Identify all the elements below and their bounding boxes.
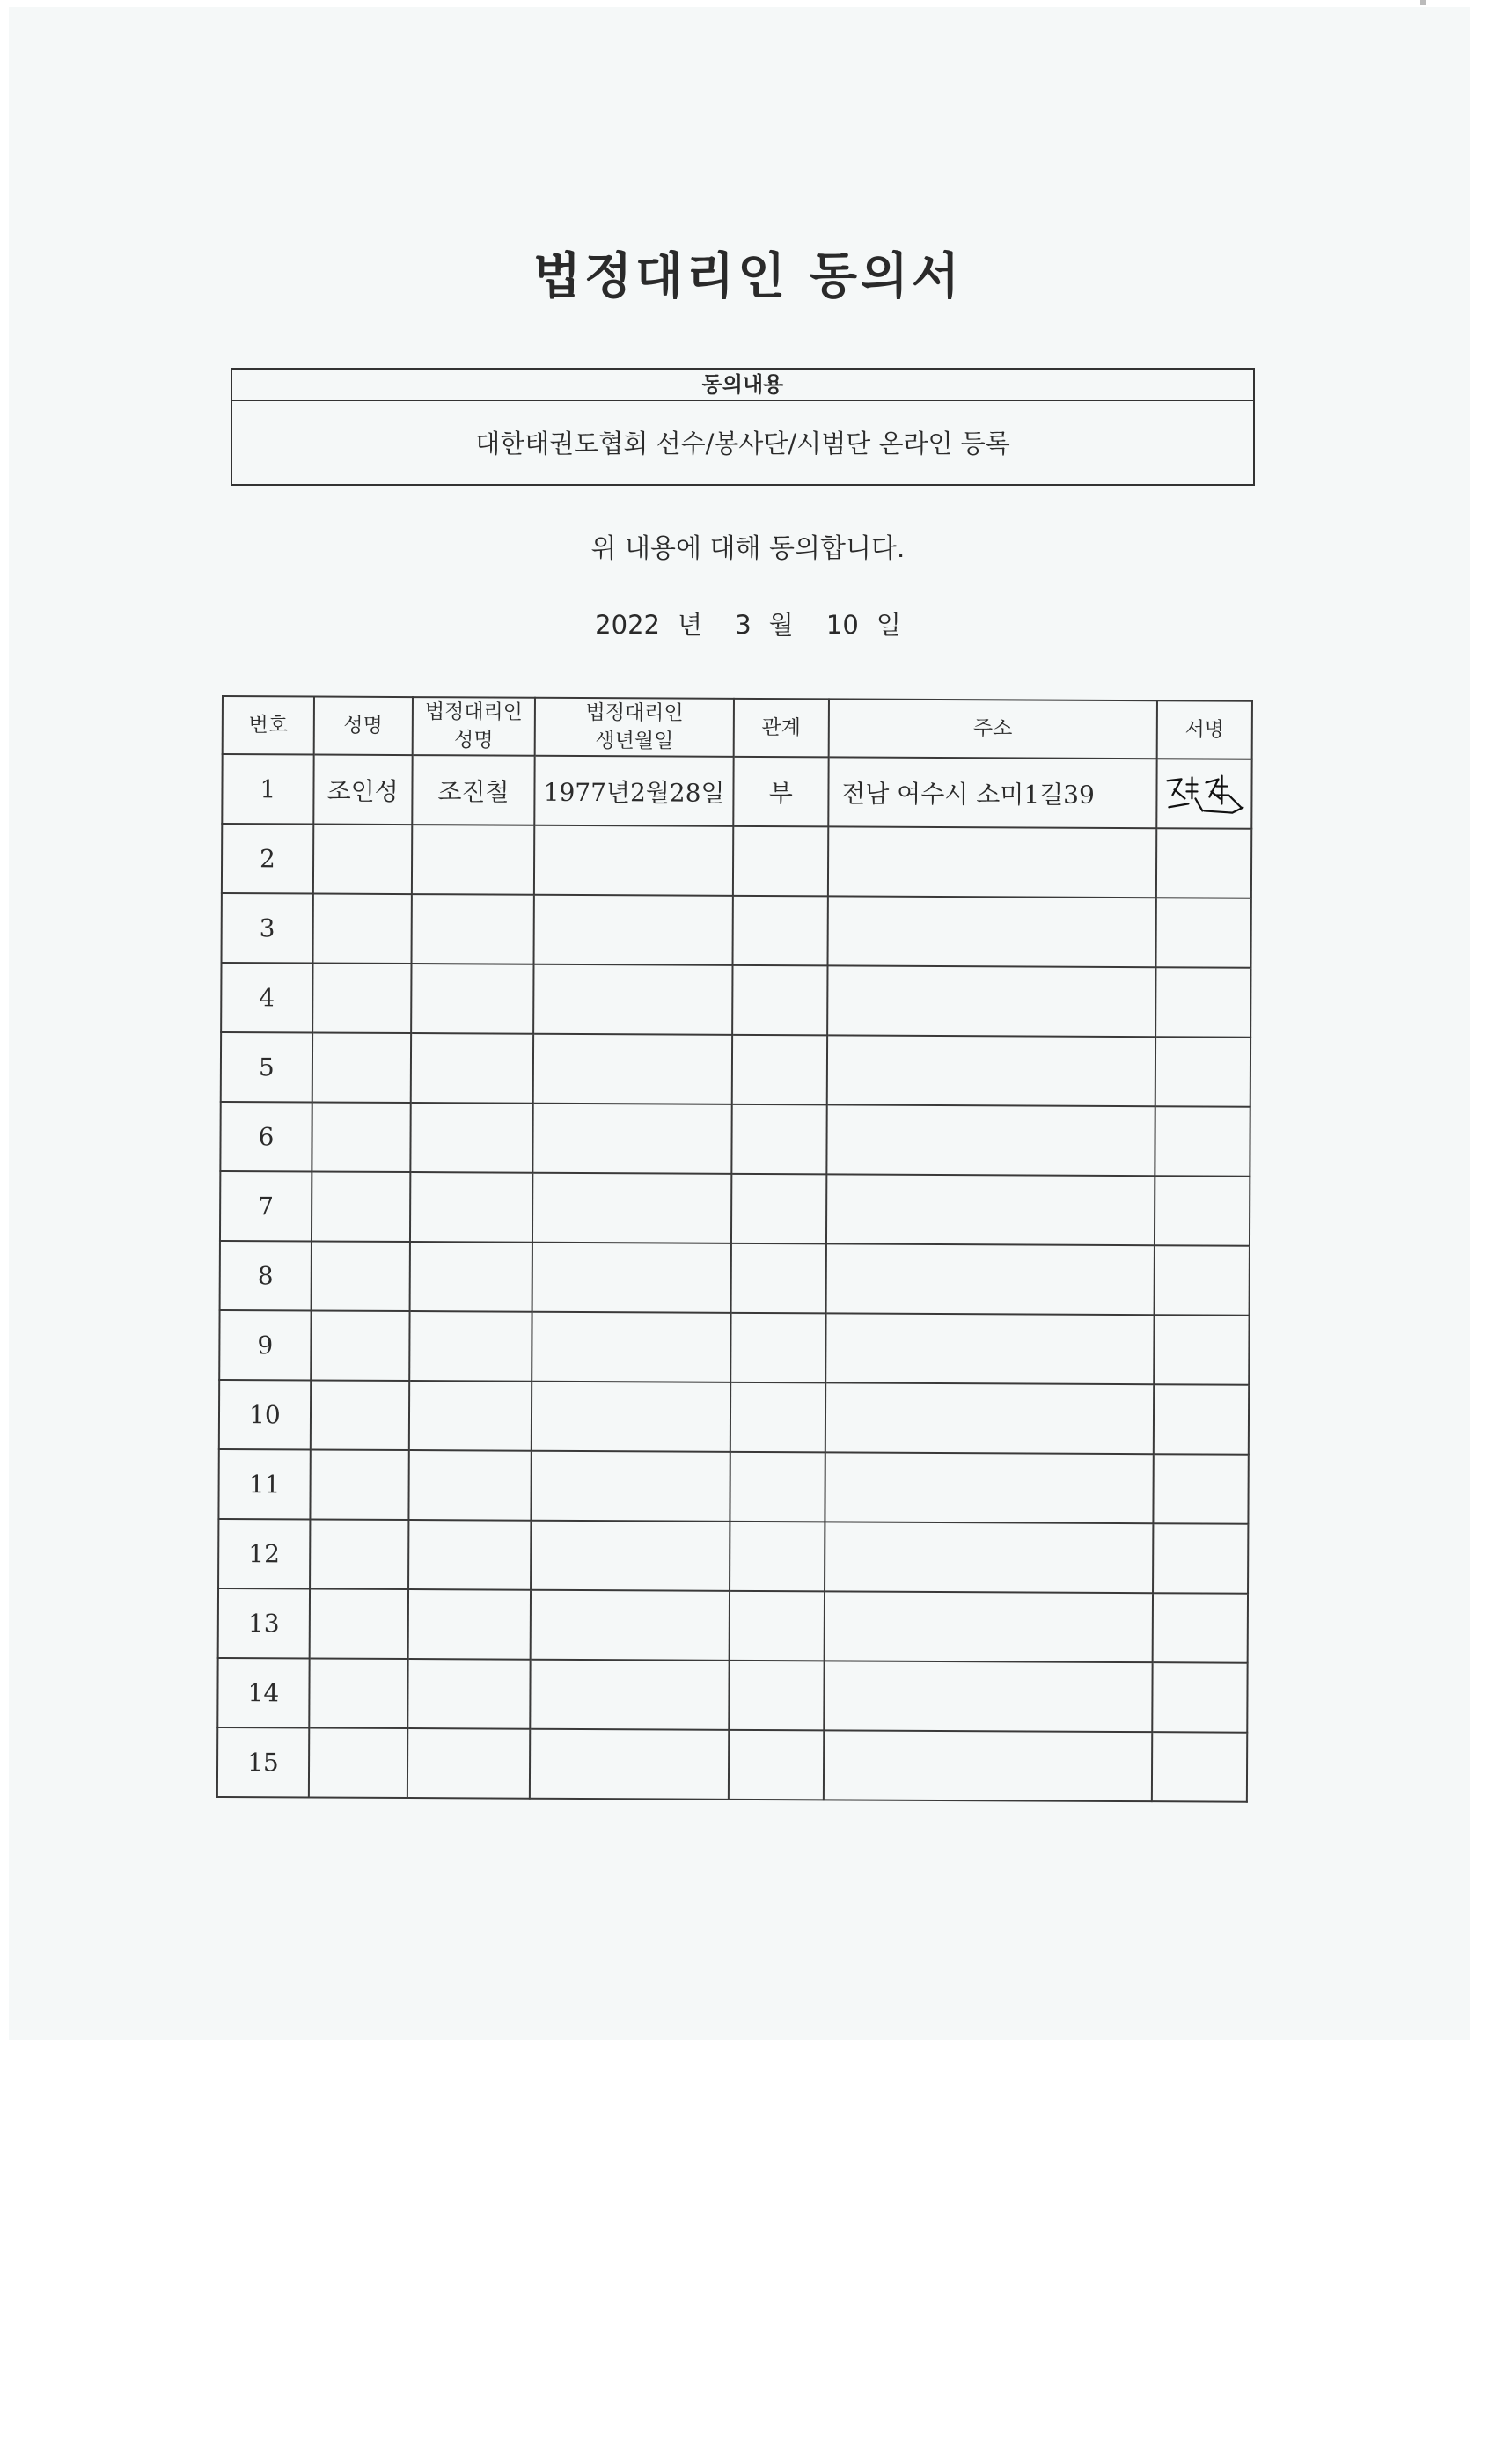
table-row (220, 1102, 1250, 1177)
cell-address (828, 826, 1157, 898)
cell-guardian-name (408, 1381, 532, 1451)
table-row (218, 1449, 1248, 1524)
table-header-row (223, 696, 1252, 759)
cell-name (310, 1450, 408, 1521)
cell-relation (732, 1035, 827, 1105)
date-day-label: 일 (876, 610, 901, 640)
cell-guardian-name: 조진철 (412, 755, 535, 825)
cell-relation (729, 1730, 824, 1800)
consent-table (216, 695, 1253, 1803)
header-no: 번호 (223, 696, 314, 755)
cell-signature (1155, 898, 1250, 968)
cell-signature (1153, 1593, 1248, 1663)
table-row (221, 1032, 1250, 1107)
cell-name (309, 1589, 407, 1660)
cell-guardian-birth (532, 1243, 731, 1313)
cell-signature (1155, 1176, 1250, 1246)
cell-name (313, 825, 412, 895)
date-line (0, 605, 1496, 642)
cell-relation (729, 1661, 824, 1731)
document-title: 법정대리인 동의서 (532, 248, 964, 305)
header-relation: 관계 (734, 699, 829, 758)
cell-no: 14 (217, 1658, 309, 1728)
cell-relation (730, 1382, 825, 1453)
cell-relation (730, 1313, 825, 1383)
cell-relation (730, 1452, 825, 1522)
cell-address (824, 1730, 1153, 1801)
cell-relation (730, 1591, 825, 1661)
table-row (221, 963, 1250, 1038)
cell-guardian-birth (530, 1729, 729, 1800)
cell-signature (1155, 1037, 1250, 1107)
cell-guardian-birth (532, 1382, 730, 1452)
cell-address (827, 965, 1156, 1037)
cell-signature (1155, 1106, 1250, 1177)
header-guardian-name-line1: 법정대리인 (424, 700, 524, 724)
cell-no: 11 (218, 1449, 310, 1520)
cell-name (309, 1727, 407, 1798)
cell-no: 7 (220, 1171, 312, 1242)
cell-signature (1152, 1662, 1247, 1733)
cell-name (311, 1381, 409, 1451)
cell-relation (732, 896, 827, 966)
table-row (219, 1310, 1249, 1385)
cell-name (311, 1242, 409, 1312)
cell-no: 9 (219, 1310, 311, 1381)
cell-guardian-name (412, 825, 535, 895)
cell-relation (733, 826, 828, 897)
header-name: 성명 (313, 697, 412, 756)
table-row (220, 1171, 1250, 1246)
cell-relation (732, 965, 827, 1036)
date-month-label: 월 (768, 610, 794, 640)
cell-signature (1152, 1732, 1247, 1802)
cell-no: 4 (221, 963, 312, 1033)
consent-body: 대한태권도협회 선수/봉사단/시범단 온라인 등록 (475, 429, 1010, 458)
consent-header: 동의내용 (232, 370, 1253, 401)
cell-no: 8 (220, 1241, 312, 1311)
cell-address: 전남 여수시 소미1길39 (828, 757, 1157, 828)
cell-guardian-name (410, 1033, 533, 1104)
table-row (222, 754, 1251, 829)
cell-guardian-name (409, 1242, 532, 1312)
cell-signature (1153, 1454, 1248, 1524)
cell-relation (730, 1522, 825, 1592)
cell-guardian-birth (532, 1451, 730, 1522)
cell-no: 1 (222, 754, 313, 825)
cell-guardian-name (407, 1728, 531, 1799)
consent-box (231, 368, 1255, 486)
cell-address (826, 1174, 1155, 1245)
handwritten-signature (1162, 768, 1246, 819)
header-guardian-birth (535, 698, 734, 757)
table-row (222, 893, 1251, 968)
table-row (218, 1588, 1248, 1663)
cell-address (825, 1522, 1154, 1593)
cell-name (312, 1103, 410, 1173)
cell-signature (1154, 1315, 1249, 1385)
cell-no: 3 (222, 893, 313, 964)
cell-signature (1156, 828, 1251, 898)
cell-name (312, 894, 411, 964)
cell-address (826, 1035, 1155, 1106)
cell-guardian-name (410, 1172, 533, 1243)
cell-relation (731, 1174, 826, 1244)
scan-artifact (1420, 0, 1426, 5)
date-day: 10 (825, 610, 859, 640)
cell-guardian-birth (532, 1312, 731, 1382)
cell-guardian-birth: 1977년2월28일 (535, 756, 734, 826)
cell-no: 5 (221, 1032, 312, 1103)
cell-no: 15 (217, 1727, 309, 1798)
cell-no: 13 (218, 1588, 310, 1659)
cell-relation (731, 1104, 826, 1175)
header-address: 주소 (828, 699, 1157, 759)
cell-relation (731, 1243, 826, 1314)
cell-guardian-name (411, 894, 534, 964)
header-signature: 서명 (1157, 700, 1252, 759)
cell-name (312, 964, 411, 1034)
cell-signature (1155, 967, 1250, 1038)
cell-address (825, 1313, 1155, 1384)
header-guardian-birth-line2: 생년월일 (595, 730, 674, 753)
cell-address (824, 1591, 1153, 1662)
cell-guardian-birth (531, 1521, 730, 1591)
date-month: 3 (735, 610, 752, 640)
header-guardian-name (412, 697, 535, 756)
table-row (217, 1727, 1247, 1802)
cell-guardian-name (409, 1311, 532, 1382)
cell-signature (1155, 1245, 1250, 1316)
table-row (217, 1658, 1247, 1733)
cell-address (825, 1243, 1155, 1315)
table-row (220, 1241, 1250, 1316)
cell-guardian-name (407, 1659, 531, 1729)
cell-address (825, 1452, 1154, 1523)
cell-name (312, 1033, 411, 1104)
cell-guardian-name (411, 964, 534, 1034)
cell-guardian-birth (533, 1034, 732, 1104)
date-year-label: 년 (677, 610, 702, 640)
cell-guardian-name (410, 1103, 533, 1173)
cell-name: 조인성 (313, 755, 412, 825)
table-row (218, 1519, 1248, 1594)
cell-guardian-name (407, 1589, 531, 1660)
cell-guardian-birth (533, 1104, 732, 1174)
cell-guardian-birth (531, 1590, 730, 1661)
cell-signature (1154, 1384, 1249, 1455)
header-guardian-name-line2: 성명 (453, 729, 494, 752)
cell-guardian-birth (534, 825, 733, 896)
cell-no: 12 (218, 1519, 310, 1589)
date-year: 2022 (595, 610, 660, 640)
cell-name (310, 1520, 408, 1590)
cell-guardian-birth (532, 1173, 731, 1243)
cell-relation: 부 (733, 757, 828, 827)
agreement-statement: 위 내용에 대해 동의합니다. (590, 533, 906, 564)
cell-guardian-birth (531, 1660, 730, 1730)
table-row (222, 824, 1251, 898)
cell-address (826, 1104, 1155, 1176)
cell-signature (1153, 1523, 1248, 1594)
cell-address (824, 1661, 1153, 1732)
cell-address (825, 1382, 1155, 1454)
header-guardian-birth-line1: 법정대리인 (585, 701, 684, 725)
cell-name (312, 1172, 410, 1243)
cell-guardian-birth (534, 895, 733, 965)
cell-signature (1156, 759, 1251, 829)
cell-no: 2 (222, 824, 313, 894)
cell-no: 10 (219, 1380, 311, 1450)
table-row (219, 1380, 1249, 1455)
cell-no: 6 (220, 1102, 312, 1172)
cell-address (827, 896, 1156, 967)
cell-name (311, 1311, 409, 1382)
cell-name (309, 1658, 407, 1728)
cell-guardian-birth (533, 964, 732, 1035)
cell-guardian-name (408, 1520, 532, 1590)
cell-guardian-name (408, 1450, 532, 1521)
